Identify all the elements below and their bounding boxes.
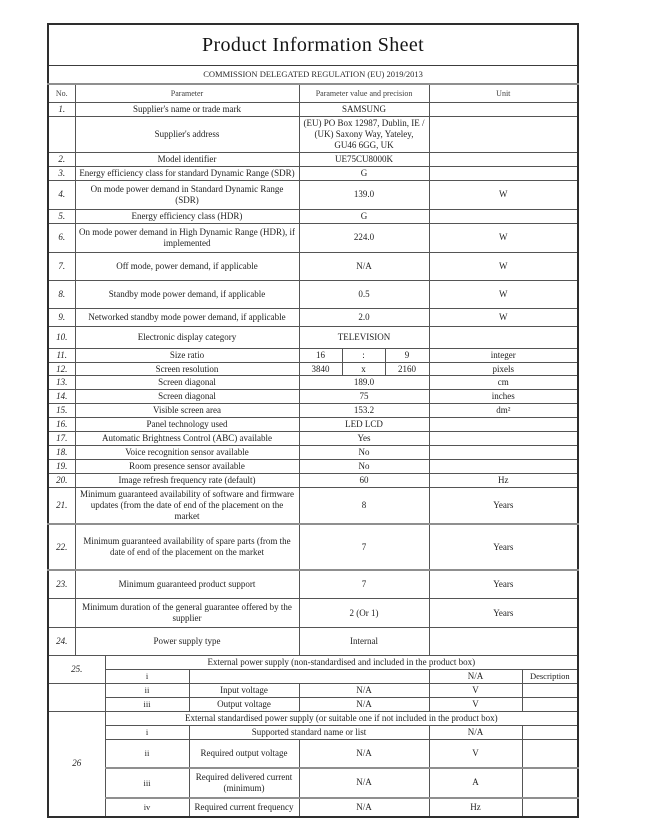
row-number-cell: 9. (48, 308, 75, 326)
value-cell (189, 669, 429, 683)
parameter-cell: Energy efficiency class for standard Dynamic Range (SDR) (75, 166, 299, 180)
value-sub-cell: x (342, 362, 385, 376)
subrow-letter-cell: ii (105, 739, 189, 767)
description-cell (522, 768, 578, 798)
unit-cell: Years (429, 488, 578, 524)
row-number-cell (48, 599, 75, 628)
value-cell: 139.0 (299, 180, 429, 209)
value-cell: Yes (299, 432, 429, 446)
section-25-subrow (48, 669, 578, 683)
description-cell: Description (522, 669, 578, 683)
subrow-letter-cell: iv (105, 798, 189, 817)
parameter-cell: Model identifier (75, 152, 299, 166)
parameter-cell: Standby mode power demand, if applicable (75, 280, 299, 308)
row-number-cell (48, 683, 105, 711)
parameter-cell: Output voltage (189, 697, 299, 711)
unit-cell: integer (429, 348, 578, 362)
row-number-cell: 20. (48, 474, 75, 488)
parameter-cell: On mode power demand in High Dynamic Range (HDR), if implemented (75, 223, 299, 252)
value-cell: 2.0 (299, 308, 429, 326)
unit-cell: Years (429, 570, 578, 598)
row-number-cell: 23. (48, 570, 75, 598)
row-number-cell: 4. (48, 180, 75, 209)
value-sub-cell: 3840 (299, 362, 342, 376)
unit-cell (429, 103, 578, 117)
value-cell: G (299, 209, 429, 223)
section-26-subrow (48, 798, 578, 817)
row-number-cell: 6. (48, 223, 75, 252)
parameter-cell: Electronic display category (75, 326, 299, 348)
unit-cell: inches (429, 390, 578, 404)
table-row (48, 376, 578, 390)
unit-cell: W (429, 223, 578, 252)
column-header-row (48, 84, 578, 103)
row-number-cell: 15. (48, 404, 75, 418)
table-row (48, 308, 578, 326)
unit-cell (429, 627, 578, 655)
unit-cell: V (429, 683, 522, 697)
unit-cell (429, 326, 578, 348)
row-number-cell: 1. (48, 103, 75, 117)
value-cell: N/A (299, 252, 429, 280)
value-cell: N/A (299, 768, 429, 798)
table-row (48, 474, 578, 488)
row-number-cell: 24. (48, 627, 75, 655)
table-row (48, 362, 578, 376)
value-cell: N/A (299, 683, 429, 697)
row-number-cell: 17. (48, 432, 75, 446)
table-row (48, 627, 578, 655)
parameter-cell: Required output voltage (189, 739, 299, 767)
parameter-cell: Off mode, power demand, if applicable (75, 252, 299, 280)
description-cell (522, 798, 578, 817)
parameter-cell: Image refresh frequency rate (default) (75, 474, 299, 488)
unit-cell: W (429, 252, 578, 280)
value-cell: 153.2 (299, 404, 429, 418)
parameter-cell: Minimum guaranteed availability of spare parts (from the date of end of the placement on the market (75, 524, 299, 570)
unit-cell: Hz (429, 474, 578, 488)
table-row (48, 116, 578, 152)
table-row (48, 488, 578, 524)
row-number-cell: 10. (48, 326, 75, 348)
description-cell (522, 697, 578, 711)
table-row (48, 524, 578, 570)
row-number-cell: 21. (48, 488, 75, 524)
value-cell: LED LCD (299, 418, 429, 432)
table-row (48, 223, 578, 252)
unit-cell: A (429, 768, 522, 798)
table-row (48, 390, 578, 404)
table-row (48, 252, 578, 280)
value-cell: Internal (299, 627, 429, 655)
value-cell: 189.0 (299, 376, 429, 390)
parameter-cell: Minimum duration of the general guarantee offered by the supplier (75, 599, 299, 628)
value-cell: N/A (299, 697, 429, 711)
parameter-cell: Supplier's address (75, 116, 299, 152)
table-row (48, 570, 578, 598)
unit-cell (429, 116, 578, 152)
parameter-cell: Automatic Brightness Control (ABC) available (75, 432, 299, 446)
parameter-cell: Visible screen area (75, 404, 299, 418)
row-number-cell: 11. (48, 348, 75, 362)
parameter-cell: Screen diagonal (75, 390, 299, 404)
column-header-unit: Unit (429, 84, 578, 103)
table-row (48, 326, 578, 348)
unit-cell: V (429, 739, 522, 767)
description-cell (522, 739, 578, 767)
unit-cell: Years (429, 524, 578, 570)
value-cell: No (299, 446, 429, 460)
unit-cell: dm² (429, 404, 578, 418)
row-number-cell: 16. (48, 418, 75, 432)
value-cell: 7 (299, 570, 429, 598)
parameter-cell: Screen diagonal (75, 376, 299, 390)
parameter-cell: Voice recognition sensor available (75, 446, 299, 460)
value-cell: G (299, 166, 429, 180)
value-cell: 60 (299, 474, 429, 488)
unit-cell: Hz (429, 798, 522, 817)
unit-cell: N/A (429, 669, 522, 683)
row-number-cell: 19. (48, 460, 75, 474)
value-cell: N/A (299, 739, 429, 767)
parameter-cell: Input voltage (189, 683, 299, 697)
subrow-letter-cell: iii (105, 697, 189, 711)
section-25-subrow (48, 697, 578, 711)
value-cell: SAMSUNG (299, 103, 429, 117)
unit-cell: V (429, 697, 522, 711)
row-number-cell: 14. (48, 390, 75, 404)
table-row (48, 460, 578, 474)
value-sub-cell: : (342, 348, 385, 362)
parameter-cell: Required current frequency (189, 798, 299, 817)
value-cell: (EU) PO Box 12987, Dublin, IE / (UK) Saxony Way, Yateley, GU46 6GG, UK (299, 116, 429, 152)
column-header-value: Parameter value and precision (299, 84, 429, 103)
section-26-subrow (48, 739, 578, 767)
parameter-cell: Supported standard name or list (189, 725, 429, 739)
table-row (48, 103, 578, 117)
title-row (48, 24, 578, 66)
page-title: Product Information Sheet (48, 24, 578, 66)
table-row (48, 280, 578, 308)
unit-cell (429, 460, 578, 474)
table-row (48, 599, 578, 628)
parameter-cell: Required delivered current (minimum) (189, 768, 299, 798)
row-number-cell: 26 (48, 711, 105, 816)
row-number-cell (48, 116, 75, 152)
row-number-cell: 22. (48, 524, 75, 570)
parameter-cell: Minimum guaranteed availability of software and firmware updates (from the date of end of the placement on the market (75, 488, 299, 524)
parameter-cell: Networked standby mode power demand, if applicable (75, 308, 299, 326)
unit-cell (429, 209, 578, 223)
parameter-cell: Room presence sensor available (75, 460, 299, 474)
parameter-cell: Screen resolution (75, 362, 299, 376)
value-cell: UE75CU8000K (299, 152, 429, 166)
section-26-subrow (48, 725, 578, 739)
parameter-cell: Energy efficiency class (HDR) (75, 209, 299, 223)
unit-cell (429, 418, 578, 432)
regulation-row (48, 66, 578, 85)
unit-cell: W (429, 308, 578, 326)
value-cell: 0.5 (299, 280, 429, 308)
product-info-table (47, 23, 579, 818)
unit-cell: Years (429, 599, 578, 628)
table-row (48, 152, 578, 166)
unit-cell: N/A (429, 725, 522, 739)
regulation-subtitle: COMMISSION DELEGATED REGULATION (EU) 2019/2013 (48, 66, 578, 85)
unit-cell (429, 166, 578, 180)
row-number-cell: 7. (48, 252, 75, 280)
row-number-cell: 13. (48, 376, 75, 390)
parameter-cell: On mode power demand in Standard Dynamic Range (SDR) (75, 180, 299, 209)
row-number-cell: 18. (48, 446, 75, 460)
row-number-cell: 2. (48, 152, 75, 166)
column-header-parameter: Parameter (75, 84, 299, 103)
unit-cell: cm (429, 376, 578, 390)
description-cell (522, 683, 578, 697)
subrow-letter-cell: i (105, 725, 189, 739)
section-header-cell: External power supply (non-standardised and included in the product box) (105, 655, 578, 669)
unit-cell (429, 446, 578, 460)
value-cell: 8 (299, 488, 429, 524)
value-cell: N/A (299, 798, 429, 817)
parameter-cell: Supplier's name or trade mark (75, 103, 299, 117)
value-cell: 75 (299, 390, 429, 404)
row-number-cell: 25. (48, 655, 105, 683)
table-row (48, 209, 578, 223)
section-header-cell: External standardised power supply (or suitable one if not included in the product box) (105, 711, 578, 725)
row-number-cell: 3. (48, 166, 75, 180)
table-row (48, 418, 578, 432)
table-row (48, 446, 578, 460)
table-row (48, 180, 578, 209)
section-26-subrow (48, 768, 578, 798)
unit-cell: pixels (429, 362, 578, 376)
unit-cell: W (429, 180, 578, 209)
unit-cell (429, 152, 578, 166)
value-cell: 7 (299, 524, 429, 570)
value-cell: No (299, 460, 429, 474)
parameter-cell: Panel technology used (75, 418, 299, 432)
row-number-cell: 12. (48, 362, 75, 376)
value-cell: 224.0 (299, 223, 429, 252)
table-row (48, 166, 578, 180)
unit-cell (429, 432, 578, 446)
row-number-cell: 5. (48, 209, 75, 223)
table-row (48, 404, 578, 418)
table-row (48, 432, 578, 446)
value-sub-cell: 9 (385, 348, 429, 362)
value-cell: TELEVISION (299, 326, 429, 348)
value-cell: 2 (Or 1) (299, 599, 429, 628)
parameter-cell: Minimum guaranteed product support (75, 570, 299, 598)
subrow-letter-cell: ii (105, 683, 189, 697)
parameter-cell: Power supply type (75, 627, 299, 655)
section-25-subrow (48, 683, 578, 697)
value-sub-cell: 2160 (385, 362, 429, 376)
subrow-letter-cell: iii (105, 768, 189, 798)
section-26-header-row (48, 711, 578, 725)
value-sub-cell: 16 (299, 348, 342, 362)
subrow-letter-cell: i (105, 669, 189, 683)
section-25-header-row (48, 655, 578, 669)
unit-cell: W (429, 280, 578, 308)
column-header-no: No. (48, 84, 75, 103)
description-cell (522, 725, 578, 739)
parameter-cell: Size ratio (75, 348, 299, 362)
table-row (48, 348, 578, 362)
row-number-cell: 8. (48, 280, 75, 308)
